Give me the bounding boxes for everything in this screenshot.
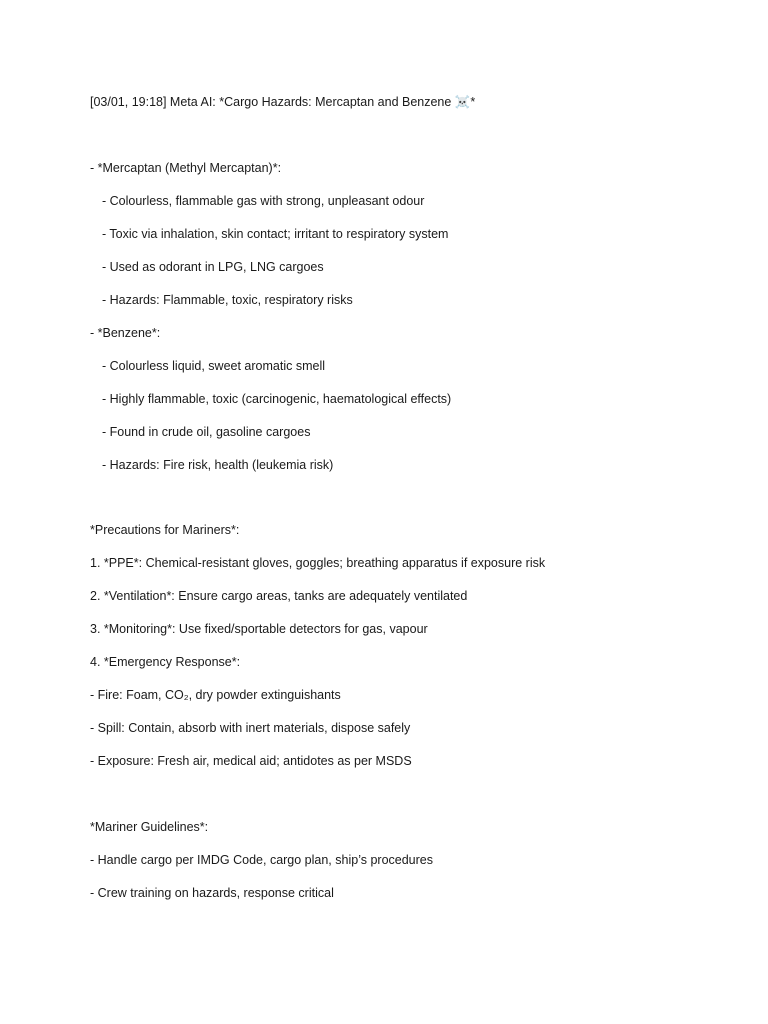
benzene-item: - Colourless liquid, sweet aromatic smell	[102, 359, 325, 373]
mercaptan-item: - Hazards: Flammable, toxic, respiratory risks	[102, 293, 353, 307]
emergency-item: - Spill: Contain, absorb with inert materials, dispose safely	[90, 721, 411, 735]
benzene-item: - Highly flammable, toxic (carcinogenic, haematological effects)	[102, 392, 452, 406]
mercaptan-item: - Toxic via inhalation, skin contact; irritant to respiratory system	[102, 227, 449, 241]
benzene-item: - Hazards: Fire risk, health (leukemia risk)	[102, 458, 334, 472]
guidelines-heading: *Mariner Guidelines*:	[90, 820, 209, 834]
guideline-item: - Crew training on hazards, response critical	[90, 886, 334, 900]
guideline-item: - Handle cargo per IMDG Code, cargo plan, ship’s procedures	[90, 853, 433, 867]
benzene-item: - Found in crude oil, gasoline cargoes	[102, 425, 311, 439]
precautions-heading: *Precautions for Mariners*:	[90, 523, 240, 537]
precaution-item: 1. *PPE*: Chemical-resistant gloves, goggles; breathing apparatus if exposure risk	[90, 556, 546, 570]
mercaptan-item: - Used as odorant in LPG, LNG cargoes	[102, 260, 324, 274]
message-header: [03/01, 19:18] Meta AI: *Cargo Hazards: Mercaptan and Benzene ☠️*	[90, 95, 476, 109]
emergency-item: - Exposure: Fresh air, medical aid; antidotes as per MSDS	[90, 754, 412, 768]
precaution-item: 3. *Monitoring*: Use fixed/sportable detectors for gas, vapour	[90, 622, 428, 636]
precaution-item: 4. *Emergency Response*:	[90, 655, 241, 669]
precaution-item: 2. *Ventilation*: Ensure cargo areas, tanks are adequately ventilated	[90, 589, 468, 603]
benzene-heading: - *Benzene*:	[90, 326, 161, 340]
emergency-item: - Fire: Foam, CO₂, dry powder extinguishants	[90, 688, 341, 702]
mercaptan-heading: - *Mercaptan (Methyl Mercaptan)*:	[90, 161, 282, 175]
mercaptan-item: - Colourless, flammable gas with strong, unpleasant odour	[102, 194, 425, 208]
